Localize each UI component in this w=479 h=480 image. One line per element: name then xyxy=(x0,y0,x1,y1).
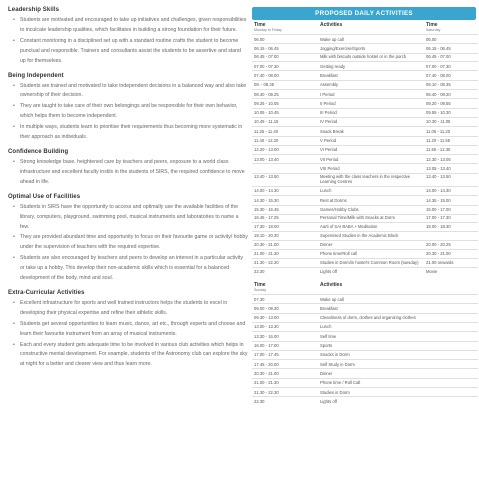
time-cell: 13.30 - 16.00 xyxy=(252,332,320,341)
time-cell: 08.40 - 09.25 xyxy=(252,90,320,99)
table-row xyxy=(252,259,478,268)
time-cell: 13.40 - 13.50 xyxy=(252,173,320,186)
table-row xyxy=(252,369,478,378)
activity-cell: Meeting with the class teachers in the respective Learning Centres xyxy=(320,173,426,186)
activity-cell: Dinner xyxy=(320,240,426,249)
activity-cell: I Period xyxy=(320,90,426,99)
time-cell: 16.45 - 17.25 xyxy=(252,214,320,223)
table-row xyxy=(252,62,478,71)
time-cell: Movie xyxy=(426,267,478,276)
activity-cell: Aarti of SAI BABA + Meditation xyxy=(320,223,426,232)
activity-cell: Rest at Dorms xyxy=(320,196,426,205)
col-activities-header: Activities xyxy=(320,22,343,28)
table-row xyxy=(252,127,478,136)
table-row xyxy=(252,136,478,145)
table-row xyxy=(252,44,478,53)
time-cell: 09.30 - 13.00 xyxy=(252,313,320,322)
bullet-item: • Students get several opportunities to learn music, dance, art etc., through experts and choose and learn their favourite instrument from an array of musical instruments. xyxy=(14,320,248,340)
bullet-item: • Students are motivated and encouraged to take up initiatives and challenges, given responsibilities to inculcate leadership qualities, which facilitates in building a strong foundation for their future. xyxy=(14,16,248,36)
activity-cell: Snack Break xyxy=(320,127,426,136)
time-cell: 11.55 - 12.30 xyxy=(426,145,478,154)
time-cell: 08.40 - 09.20 xyxy=(426,90,478,99)
activity-cell: Self time xyxy=(320,332,426,341)
activity-cell: Phone time/Roll call xyxy=(320,249,426,258)
activity-cell: Wake up call xyxy=(320,295,426,304)
table-row xyxy=(252,249,478,258)
activity-cell: Lights off xyxy=(320,397,426,406)
section-heading: Being Independent xyxy=(8,72,64,79)
table-row xyxy=(252,332,478,341)
sunday-schedule-table xyxy=(252,280,478,406)
activity-cell: Wake up call xyxy=(320,35,426,44)
activity-cell: VI Period xyxy=(320,145,426,154)
time-cell: 06.15 - 06.45 xyxy=(426,44,478,53)
table-row xyxy=(252,313,478,322)
time-cell: 15.00 - 17.00 xyxy=(426,205,478,214)
sunday-col-time-header: Time xyxy=(254,282,266,289)
time-cell: 15.30 - 16.45 xyxy=(252,205,320,214)
activity-cell: Games/Hobby Clubs xyxy=(320,205,426,214)
time-cell: 18.00 - 18.30 xyxy=(426,223,478,232)
time-cell: 20.00 - 20.25 xyxy=(426,240,478,249)
activity-cell: Breakfast xyxy=(320,71,426,80)
activity-cell: Lunch xyxy=(320,322,426,331)
activity-cell: Dinner xyxy=(320,369,426,378)
sunday-col-activities-header: Activities xyxy=(320,282,343,289)
table-row xyxy=(252,196,478,205)
time-cell: 21.00 - 21.30 xyxy=(252,249,320,258)
time-cell: 07.30 xyxy=(252,295,320,304)
table-row xyxy=(252,173,478,186)
time-cell: 06.45 - 07.00 xyxy=(252,53,320,62)
activity-cell: Sports xyxy=(320,341,426,350)
activity-cell: Milk with biscuits outside hostel or in the porch xyxy=(320,53,426,62)
table-row xyxy=(252,108,478,117)
activity-cell: Snacks in Dorm xyxy=(320,350,426,359)
table-row xyxy=(252,186,478,195)
time-cell: 10.30 - 11.05 xyxy=(426,117,478,126)
time-cell: 17.45 - 20.00 xyxy=(252,360,320,369)
table-row xyxy=(252,53,478,62)
bullet-item: • In multiple ways, students learn to prioritise their requirements thus becoming more systematic in their approach as individuals. xyxy=(14,123,248,143)
table-row xyxy=(252,164,478,173)
time-cell: 12.20 - 13.00 xyxy=(252,145,320,154)
time-cell: 21.00 onwards xyxy=(426,259,478,268)
activity-cell: Supervised Studies in the Academic Block xyxy=(320,232,426,241)
bullet-item: • They are taught to take care of their own belongings and be responsible for their own behavior, which helps them to become independent. xyxy=(14,102,248,122)
table-row xyxy=(252,80,478,89)
time-cell: 12.30 - 13.05 xyxy=(426,155,478,164)
time-cell: 09.25 - 10.05 xyxy=(252,99,320,108)
time-cell: 07.40 - 08.00 xyxy=(252,71,320,80)
table-row xyxy=(252,214,478,223)
time-cell: 07.00 - 07.30 xyxy=(252,62,320,71)
activity-cell: Studies in Dorm xyxy=(320,388,426,397)
time-cell: 11.05 - 11.20 xyxy=(426,127,478,136)
time-cell: 22.30 xyxy=(252,397,320,406)
time-cell: 20.30 - 21.00 xyxy=(252,240,320,249)
bullet-list xyxy=(8,203,248,284)
time-cell: 13.00 - 13.40 xyxy=(252,155,320,164)
time-cell: 22.30 xyxy=(252,267,320,276)
schedule-banner: PROPOSED DAILY ACTIVITIES xyxy=(252,7,476,20)
activity-cell: II Period xyxy=(320,99,426,108)
bullet-item: • Students are also encouraged by teachers and peers to develop an interest in a particular activity or take up a hobby. This develop their non-academic skills which is essential for a balanced development of the body, mind and soul. xyxy=(14,254,248,284)
activity-cell: V Period xyxy=(320,136,426,145)
time-cell: 08.10 - 08.35 xyxy=(426,80,478,89)
table-row xyxy=(252,223,478,232)
bullet-item: • They are provided abundant time and opportunity to focus on their favourite game or activity/ hobby under the supervision of teachers with the required expertise. xyxy=(14,233,248,253)
col-saturday-sub: Saturday xyxy=(426,28,441,32)
time-cell: 17.30 - 18.00 xyxy=(252,223,320,232)
table-row xyxy=(252,205,478,214)
activity-cell: Assembly xyxy=(320,80,426,89)
table-row xyxy=(252,90,478,99)
time-cell: 13.05 - 13.40 xyxy=(426,164,478,173)
time-cell: 09.00 - 09.30 xyxy=(252,304,320,313)
activity-cell: Breakfast xyxy=(320,304,426,313)
time-cell: 18.10 - 20.30 xyxy=(252,232,320,241)
time-cell: 21.30 - 22.30 xyxy=(252,388,320,397)
time-cell: 11.40 - 12.20 xyxy=(252,136,320,145)
section-heading: Confidence Building xyxy=(8,148,69,155)
section-heading: Extra-Curricular Activities xyxy=(8,289,85,296)
section-heading: Optimal Use of Facilities xyxy=(8,193,81,200)
table-row xyxy=(252,322,478,331)
activity-cell: Studies in Dorm/in hostel's Common Room (tuesday) xyxy=(320,259,426,268)
bullet-item: • Students in SIRS have the opportunity to access and optimally use the available facilities of the library, computers, playground, swimming pool, musical instruments and laboratories to name a few. xyxy=(14,203,248,233)
table-row xyxy=(252,267,478,276)
activity-cell: Getting ready xyxy=(320,62,426,71)
time-cell: 17.00 - 17.30 xyxy=(426,214,478,223)
activity-cell: Lunch xyxy=(320,186,426,195)
table-row xyxy=(252,71,478,80)
bullet-item: • Each and every student gets adequate time to be involved in various club activities which helps in constructive mental development. For example, students of the Astronomy club can explore the sky at night for a better and clearer view and thus learn more. xyxy=(14,341,248,371)
table-row xyxy=(252,341,478,350)
table-row xyxy=(252,240,478,249)
table-row xyxy=(252,145,478,154)
table-row xyxy=(252,388,478,397)
time-cell: 13.40 - 13.50 xyxy=(426,173,478,186)
time-cell: 09.20 - 09.55 xyxy=(426,99,478,108)
table-row xyxy=(252,295,478,304)
table-row xyxy=(252,378,478,387)
activity-cell: Personal Time/Milk with Snacks at Dorm xyxy=(320,214,426,223)
time-cell: 14.00 - 14.30 xyxy=(252,186,320,195)
time-cell: 16.00 - 17.00 xyxy=(252,341,320,350)
time-cell: 20.30 - 21.00 xyxy=(426,249,478,258)
time-cell: 07.40 - 08.00 xyxy=(426,71,478,80)
activity-cell: Jogging/Exercise/Sports xyxy=(320,44,426,53)
table-row xyxy=(252,350,478,359)
table-row xyxy=(252,35,478,44)
table-row xyxy=(252,304,478,313)
time-cell: 10.45 - 11.15 xyxy=(252,117,320,126)
time-cell: 07.00 - 07.30 xyxy=(426,62,478,71)
activity-cell: III Period xyxy=(320,108,426,117)
table-row xyxy=(252,232,478,241)
time-cell: 06.00 xyxy=(252,35,320,44)
time-cell: 06.15 - 06.45 xyxy=(252,44,320,53)
bullet-item: • Students are trained and motivated to take independent decisions in a balanced way and also take ownership of their decision. xyxy=(14,82,248,102)
time-cell xyxy=(252,164,320,173)
time-cell xyxy=(426,232,478,241)
bullet-item: • Excellent infrastructure for sports and well trained instructors helps the students to excel in developing their physical expertise and refine their athletic skills. xyxy=(14,299,248,319)
time-cell: 10.05 - 10.45 xyxy=(252,108,320,117)
left-column xyxy=(8,7,248,371)
bullet-item: • Constant monitoring in a disciplined set up with a standard routine crafts the student to become punctual and responsible. Trainers and consultants assist the students to be assertive and stand up for themselves. xyxy=(14,37,248,67)
time-cell: 20.30 - 21.00 xyxy=(252,369,320,378)
weekday-schedule-table xyxy=(252,20,478,276)
time-cell: 13.00 - 13.30 xyxy=(252,322,320,331)
col-time-header: Time xyxy=(254,22,266,28)
bullet-list xyxy=(8,299,248,370)
time-cell: 08. - 08.35 xyxy=(252,80,320,89)
time-cell: 21.30 - 22.30 xyxy=(252,259,320,268)
time-cell: 14.35 - 15.00 xyxy=(426,196,478,205)
bullet-list xyxy=(8,158,248,188)
activity-cell: IV Period xyxy=(320,117,426,126)
col-time-saturday-header: Time xyxy=(426,22,438,28)
table-row xyxy=(252,397,478,406)
activity-cell: Phone time / Roll Call xyxy=(320,378,426,387)
activity-cell: VIII Period xyxy=(320,164,426,173)
table-row xyxy=(252,117,478,126)
time-cell: 17.00 - 17.45 xyxy=(252,350,320,359)
bullet-list xyxy=(8,16,248,67)
table-row xyxy=(252,155,478,164)
activity-cell: VII Period xyxy=(320,155,426,164)
right-column xyxy=(252,7,476,406)
col-time-sub: Monday to Friday xyxy=(254,28,282,32)
activity-cell: Lights off xyxy=(320,267,426,276)
activity-cell: Cleanliness of dorm, clothes and organizing clothes xyxy=(320,313,426,322)
time-cell: 09.55 - 10.30 xyxy=(426,108,478,117)
table-row xyxy=(252,360,478,369)
table-row xyxy=(252,99,478,108)
time-cell: 06.45 - 07.00 xyxy=(426,53,478,62)
time-cell: 11.25 - 11.40 xyxy=(252,127,320,136)
activity-cell: Self Study in Dorm xyxy=(320,360,426,369)
bullet-item: • Strong knowledge base, heightened care by teachers and peers, exposure to a world class infrastructure and excellent faculty instils in the students of SIRS, the required confidence to move ahead in life. xyxy=(14,158,248,188)
time-cell: 21.00 - 21.30 xyxy=(252,378,320,387)
section-heading: Leadership Skills xyxy=(8,7,60,13)
time-cell: 06.00 xyxy=(426,35,478,44)
sunday-col-time-sub: Sunday xyxy=(254,288,267,293)
time-cell: 14.30 - 15.30 xyxy=(252,196,320,205)
time-cell: 14.00 - 14.30 xyxy=(426,186,478,195)
bullet-list xyxy=(8,82,248,143)
time-cell: 11.20 - 11.55 xyxy=(426,136,478,145)
